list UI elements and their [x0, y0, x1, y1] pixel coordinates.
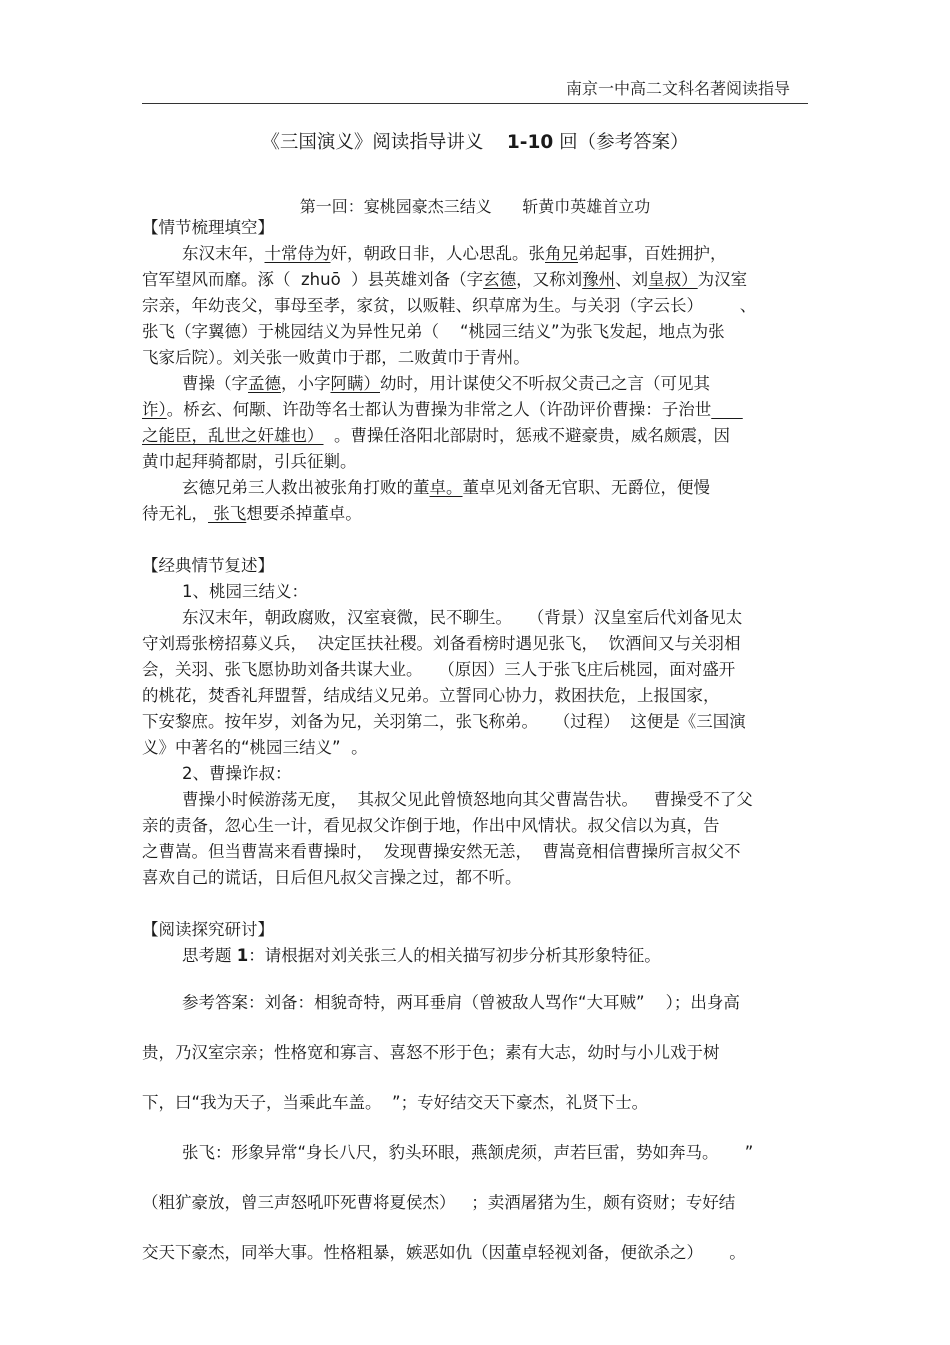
s1-line-6 — [182, 374, 862, 394]
text-run: 、刘 — [615, 270, 649, 289]
text-run: 东汉末年， — [182, 244, 265, 263]
text-run: ，小字 — [281, 374, 331, 393]
question-1 — [182, 946, 862, 966]
s1-line-10 — [182, 478, 862, 498]
title-part2: 1-10 — [506, 132, 554, 153]
answer-line: （粗犷豪放，曾三声怒吼吓死曹将夏侯杰） ；卖酒屠猪为生，颇有资财；专好结 — [142, 1193, 736, 1212]
filled-blank: 之能臣，乱世之奸雄也） — [142, 426, 324, 445]
item1-line: 义》中著名的“桃园三结义” 。 — [142, 738, 368, 757]
filled-blank: 玄德 — [483, 270, 517, 289]
item1-line: 守刘焉张榜招募义兵， 决定匡扶社稷。刘备看榜时遇见张飞， 饮酒间又与关羽相 — [142, 634, 741, 653]
filled-blank — [711, 400, 742, 419]
item2-line: 喜欢自己的谎话，日后但凡叔父言操之过，都不听。 — [142, 868, 522, 887]
title-part1: 《三国演义》阅读指导讲义 — [261, 132, 507, 153]
text-run: 幼时，用计谋使父不听叔父责己之言（可见其 — [380, 374, 710, 393]
question-number: 1 — [236, 946, 249, 965]
title-part3: 回（参考答案） — [553, 132, 689, 153]
s1-line-8 — [142, 426, 822, 446]
s1-line-3 — [142, 296, 822, 316]
item1-line: 东汉末年，朝政腐败，汉室衰微，民不聊生。 （背景）汉皇室后代刘备见太 — [182, 608, 743, 627]
s1-line-7 — [142, 400, 822, 420]
text-run: 玄德兄弟三人救出被张角打败的董 — [182, 478, 430, 497]
item2-line: 之曹嵩。但当曹嵩来看曹操时， 发现曹操安然无恙， 曹嵩竟相信曹操所言叔父不 — [142, 842, 741, 861]
question-prefix: 思考题 — [182, 946, 237, 965]
answer-line: 参考答案：刘备：相貌奇特，两耳垂肩（曾被敌人骂作“大耳贼” ）；出身高 — [182, 993, 740, 1012]
item1-line: 会，关羽、张飞愿协助刘备共谋大业。 （原因）三人于张飞庄后桃园，面对盛开 — [142, 660, 736, 679]
section1-heading: 【情节梳理填空】 — [142, 218, 274, 237]
filled-blank: 角兄 — [545, 244, 578, 263]
item1-line: 下安黎庶。按年岁，刘备为兄，关羽第二，张飞称弟。 （过程） 这便是《三国演 — [142, 712, 746, 731]
text-run: 张飞（字翼德）于桃园结义为异性兄弟（ “桃园三结义”为张飞发起，地点为张 — [142, 322, 725, 341]
s1-line-11 — [142, 504, 822, 524]
text-run: 黄巾起拜骑都尉，引兵征剿。 — [142, 452, 357, 471]
s1-line-5 — [142, 348, 822, 368]
text-run: ，又称刘 — [516, 270, 583, 289]
answer-line: 贵，乃汉室宗亲；性格宽和寡言、喜怒不形于色；素有大志，幼时与小儿戏于树 — [142, 1043, 720, 1062]
text-run: 弟起事，百姓拥护， — [578, 244, 727, 263]
filled-blank: 阿瞒） — [330, 374, 380, 393]
text-run: 曹操（字 — [182, 374, 248, 393]
item2-line: 曹操小时候游荡无度， 其叔父见此曾愤怒地向其父曹嵩告状。 曹操受不了父 — [182, 790, 753, 809]
s1-line-9 — [142, 452, 822, 472]
filled-blank: 皇叔） — [648, 270, 698, 289]
item2-line: 亲的责备，忽心生一计，看见叔父诈倒于地，作出中风情状。叔父信以为真，告 — [142, 816, 720, 835]
question-text: ：请根据对刘关张三人的相关描写初步分析其形象特征。 — [248, 946, 661, 965]
chapter-title: 第一回：宴桃园豪杰三结义 斩黄巾英雄首立功 — [299, 197, 651, 216]
filled-blank: 豫州 — [582, 270, 616, 289]
text-run: 官军望风而靡。涿（ zhuō ）县英雄刘备（字 — [142, 270, 484, 289]
answer-line: 下，曰“我为天子，当乘此车盖。 ”；专好结交天下豪杰，礼贤下士。 — [142, 1093, 649, 1112]
s1-line-1 — [182, 244, 862, 264]
filled-blank: 孟德 — [248, 374, 281, 393]
text-run: 奸，朝政日非，人心思乱。张 — [330, 244, 545, 263]
s1-line-2 — [142, 270, 822, 290]
text-run: 宗亲，年幼丧父，事母至孝，家贫，以贩鞋、织草席为生。与关羽（字云长） 、 — [142, 296, 757, 315]
answer-line: 张飞：形象异常“身长八尺，豹头环眼，燕颔虎须，声若巨雷，势如奔马。 ” — [182, 1143, 754, 1162]
filled-blank: 诈） — [142, 400, 167, 419]
item2-title: 2、曹操诈叔： — [182, 764, 292, 783]
filled-blank: 卓。 — [429, 478, 463, 497]
document-title — [0, 128, 950, 154]
text-run: 待无礼， — [142, 504, 208, 523]
item1-line: 的桃花，焚香礼拜盟誓，结成结义兄弟。立誓同心协力，救困扶危，上报国家， — [142, 686, 720, 705]
text-run: 董卓见刘备无官职、无爵位，便慢 — [462, 478, 710, 497]
text-run: 为汉室 — [697, 270, 748, 289]
text-run: 想要杀掉董卓。 — [246, 504, 362, 523]
header-rule — [142, 103, 808, 104]
answer-line: 交天下豪杰，同举大事。性格粗暴，嫉恶如仇（因董卓轻视刘备，便欲杀之） 。 — [142, 1243, 746, 1262]
text-run: 。桥玄、何颙、许劭等名士都认为曹操为非常之人（许劭评价曹操：子治世 — [166, 400, 712, 419]
filled-blank: 张飞 — [208, 504, 247, 523]
text-run: 。曹操任洛阳北部尉时，惩戒不避豪贵，威名颇震，因 — [323, 426, 730, 445]
filled-blank: 十常侍为 — [264, 244, 331, 263]
text-run: 飞家后院）。刘关张一败黄巾于郡，二败黄巾于青州。 — [142, 348, 530, 367]
section3-heading: 【阅读探究研讨】 — [142, 920, 274, 939]
header-text: 南京一中高二文科名著阅读指导 — [565, 79, 790, 98]
s1-line-4 — [142, 322, 822, 342]
item1-title: 1、桃园三结义： — [182, 582, 308, 601]
section2-heading: 【经典情节复述】 — [142, 556, 274, 575]
